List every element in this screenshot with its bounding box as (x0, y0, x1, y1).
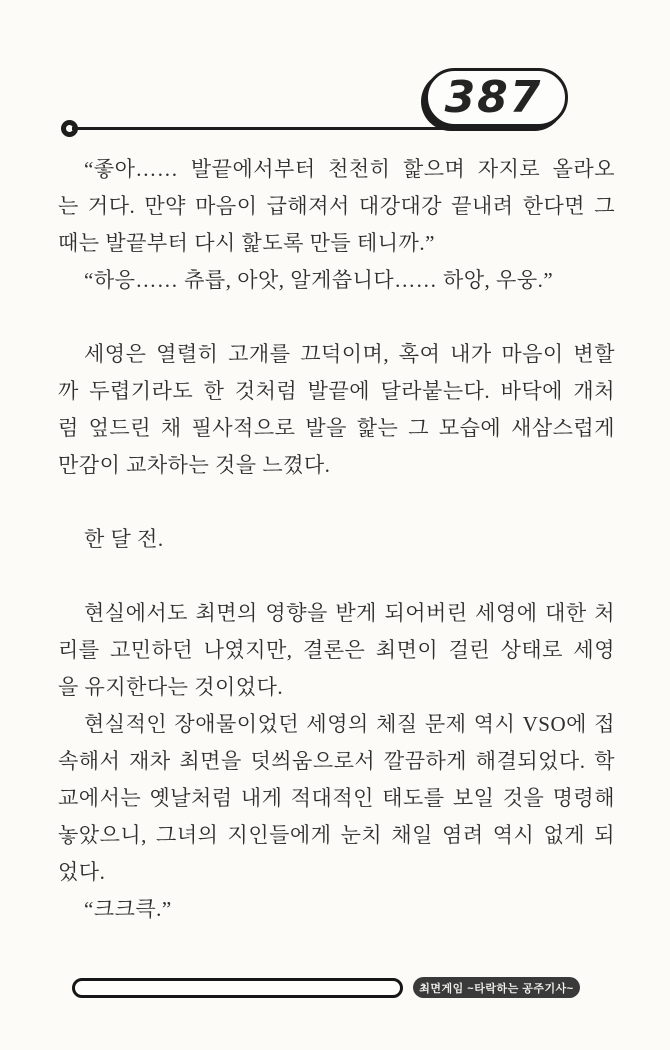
page-number: 387 (444, 71, 543, 123)
text-line: 현실적인 장애물이었던 세영의 체질 문제 역시 VSO에 접 (84, 712, 615, 736)
blank-line (58, 299, 615, 336)
text-line: 럼 엎드린 채 필사적으로 발을 핥는 그 모습에 새삼스럽게 (58, 416, 615, 440)
text-line: “하응…… 츄릅, 아앗, 알게씁니다…… 하앙, 우웅.” (84, 268, 554, 292)
text-line: 속해서 재차 최면을 덧씌움으로서 깔끔하게 해결되었다. 학 (58, 749, 615, 773)
text-line: “크크큭.” (84, 897, 172, 921)
header-rule-line (72, 127, 452, 130)
text-line: 리를 고민하던 나였지만, 결론은 최면이 걸린 상태로 세영 (58, 638, 615, 662)
text-line: 을 유지한다는 것이었다. (58, 675, 284, 699)
text-line: 놓았으니, 그녀의 지인들에게 눈치 채일 염려 역시 없게 되 (58, 823, 615, 847)
text-line: 때는 발끝부터 다시 핥도록 만들 테니까.” (58, 231, 435, 255)
blank-line (58, 484, 615, 521)
text-line: 었다. (58, 860, 106, 884)
series-title-badge (413, 977, 580, 998)
body-text (58, 151, 615, 928)
text-line: “좋아…… 발끝에서부터 천천히 핥으며 자지로 올라오 (84, 157, 615, 181)
text-line: 세영은 열렬히 고개를 끄덕이며, 혹여 내가 마음이 변할 (84, 342, 615, 366)
footer-rule-bar (72, 978, 403, 998)
blank-line (58, 558, 615, 595)
text-line: 만감이 교차하는 것을 느꼈다. (58, 453, 331, 477)
text-line: 교에서는 옛날처럼 내게 적대적인 태도를 보일 것을 명령해 (58, 786, 615, 810)
series-title: 최면게임 ~타락하는 공주기사~ (419, 982, 574, 995)
text-line: 현실에서도 최면의 영향을 받게 되어버린 세영에 대한 처 (84, 601, 615, 625)
text-line: 한 달 전. (84, 527, 164, 551)
text-line: 는 거다. 만약 마음이 급해져서 대강대강 끝내려 한다면 그 (58, 194, 615, 218)
page-number-badge (425, 68, 568, 127)
text-line: 까 두렵기라도 한 것처럼 발끝에 달라붙는다. 바닥에 개처 (58, 379, 615, 403)
